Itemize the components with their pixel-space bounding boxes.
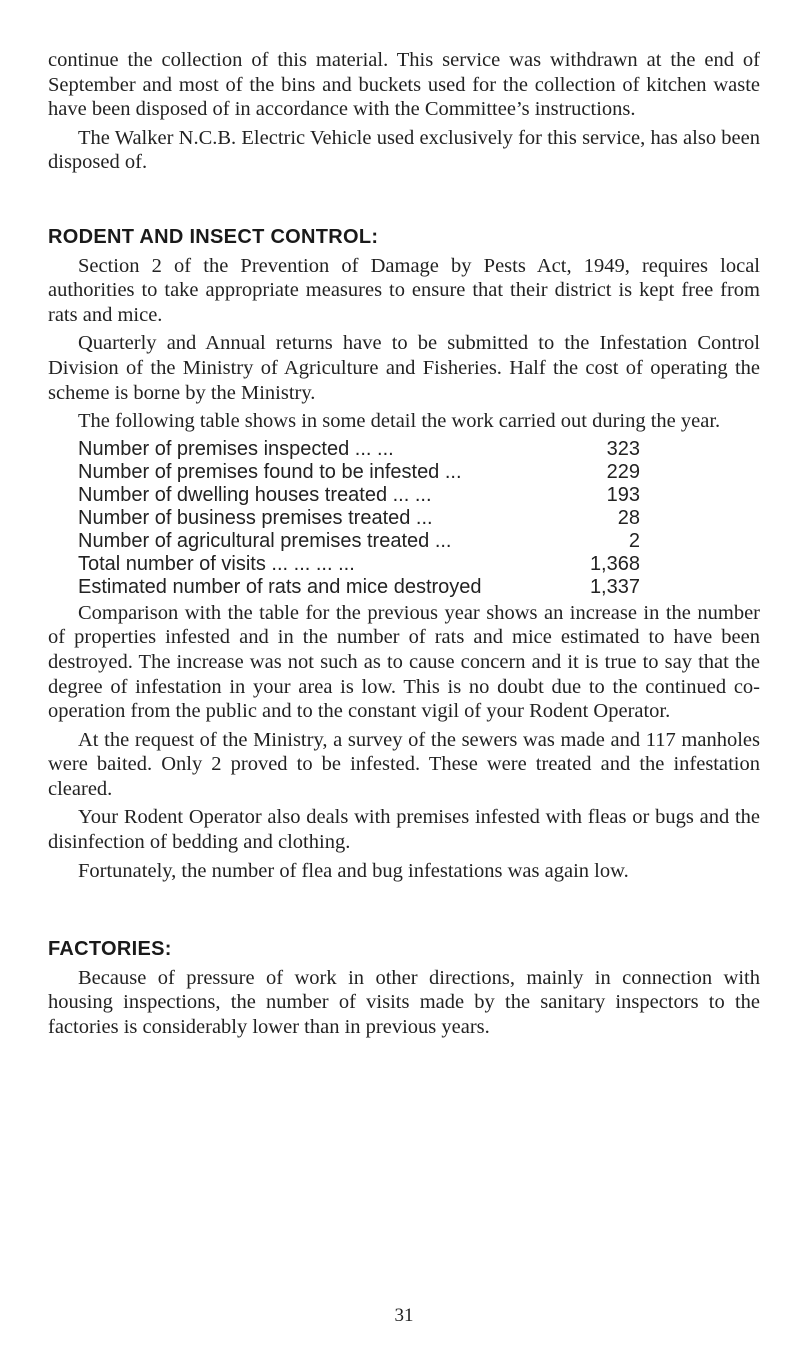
intro-paragraph-1: continue the collection of this material. This service was withdrawn at the end of September and most of the bins and buckets used for the collection of kitchen waste have been disposed of in accordance with the Committee’s instructions.	[48, 49, 760, 121]
stat-label: Number of business premises treated ...	[78, 506, 433, 529]
stat-value: 1,337	[589, 575, 640, 598]
rodent-paragraph-1: Section 2 of the Prevention of Damage by Pests Act, 1949, requires local authorities to take appropriate measures to ensure that their district is kept free from rats and mice.	[48, 254, 760, 326]
stat-value: 323	[606, 437, 640, 460]
stat-value: 2	[628, 529, 640, 552]
stat-label: Total number of visits ... ... ... ...	[78, 552, 355, 575]
rodent-paragraph-7: Fortunately, the number of flea and bug infestations was again low.	[78, 859, 629, 882]
stat-value: 28	[617, 506, 640, 529]
stat-value: 193	[606, 483, 640, 506]
stat-label: Number of premises inspected ... ...	[78, 437, 394, 460]
rodent-paragraph-5: At the request of the Ministry, a survey of the sewers was made and 117 manholes were baited. Only 2 proved to be infested. These were treated and the infestation cleared.	[48, 728, 760, 800]
stat-label: Estimated number of rats and mice destroyed	[78, 575, 482, 598]
stat-row	[78, 438, 640, 461]
stat-row	[78, 507, 640, 530]
rodent-paragraph-4: Comparison with the table for the previous year shows an increase in the number of properties infested and in the number of rats and mice estimated to have been destroyed. The increase was not such as to cause concern and it is true to say that the degree of infestation in your area is low. This is no doubt due to the continued co-operation from the public and to the constant vigil of your Rodent Operator.	[48, 601, 760, 723]
rodent-section-heading: RODENT AND INSECT CONTROL:	[48, 225, 379, 248]
intro-paragraph-2: The Walker N.C.B. Electric Vehicle used exclusively for this service, has also been disposed of.	[48, 126, 760, 174]
stat-row	[78, 530, 640, 553]
stat-row	[78, 461, 640, 484]
stat-row	[78, 576, 640, 599]
stat-row	[78, 484, 640, 507]
stat-label: Number of agricultural premises treated ...	[78, 529, 452, 552]
factories-paragraph-1: Because of pressure of work in other directions, mainly in connection with housing inspections, the number of visits made by the sanitary inspectors to the factories is considerably lower than in previous years.	[48, 966, 760, 1039]
rodent-paragraph-6: Your Rodent Operator also deals with premises infested with fleas or bugs and the disinfection of bedding and clothing.	[48, 806, 760, 854]
stat-value: 1,368	[589, 552, 640, 575]
stat-row	[78, 553, 640, 576]
page-number: 31	[394, 1305, 414, 1326]
stat-label: Number of dwelling houses treated ... ...	[78, 483, 432, 506]
stat-value: 229	[606, 460, 640, 483]
rodent-paragraph-2: Quarterly and Annual returns have to be submitted to the Infestation Control Division of the Ministry of Agriculture and Fisheries. Half the cost of operating the scheme is borne by the Ministry.	[48, 332, 760, 404]
rodent-paragraph-3: The following table shows in some detail the work carried out during the year.	[78, 410, 721, 433]
stat-label: Number of premises found to be infested ...	[78, 460, 462, 483]
rodent-statistics-table	[78, 438, 640, 599]
factories-section-heading: FACTORIES:	[48, 938, 172, 961]
document-page	[48, 48, 760, 1326]
